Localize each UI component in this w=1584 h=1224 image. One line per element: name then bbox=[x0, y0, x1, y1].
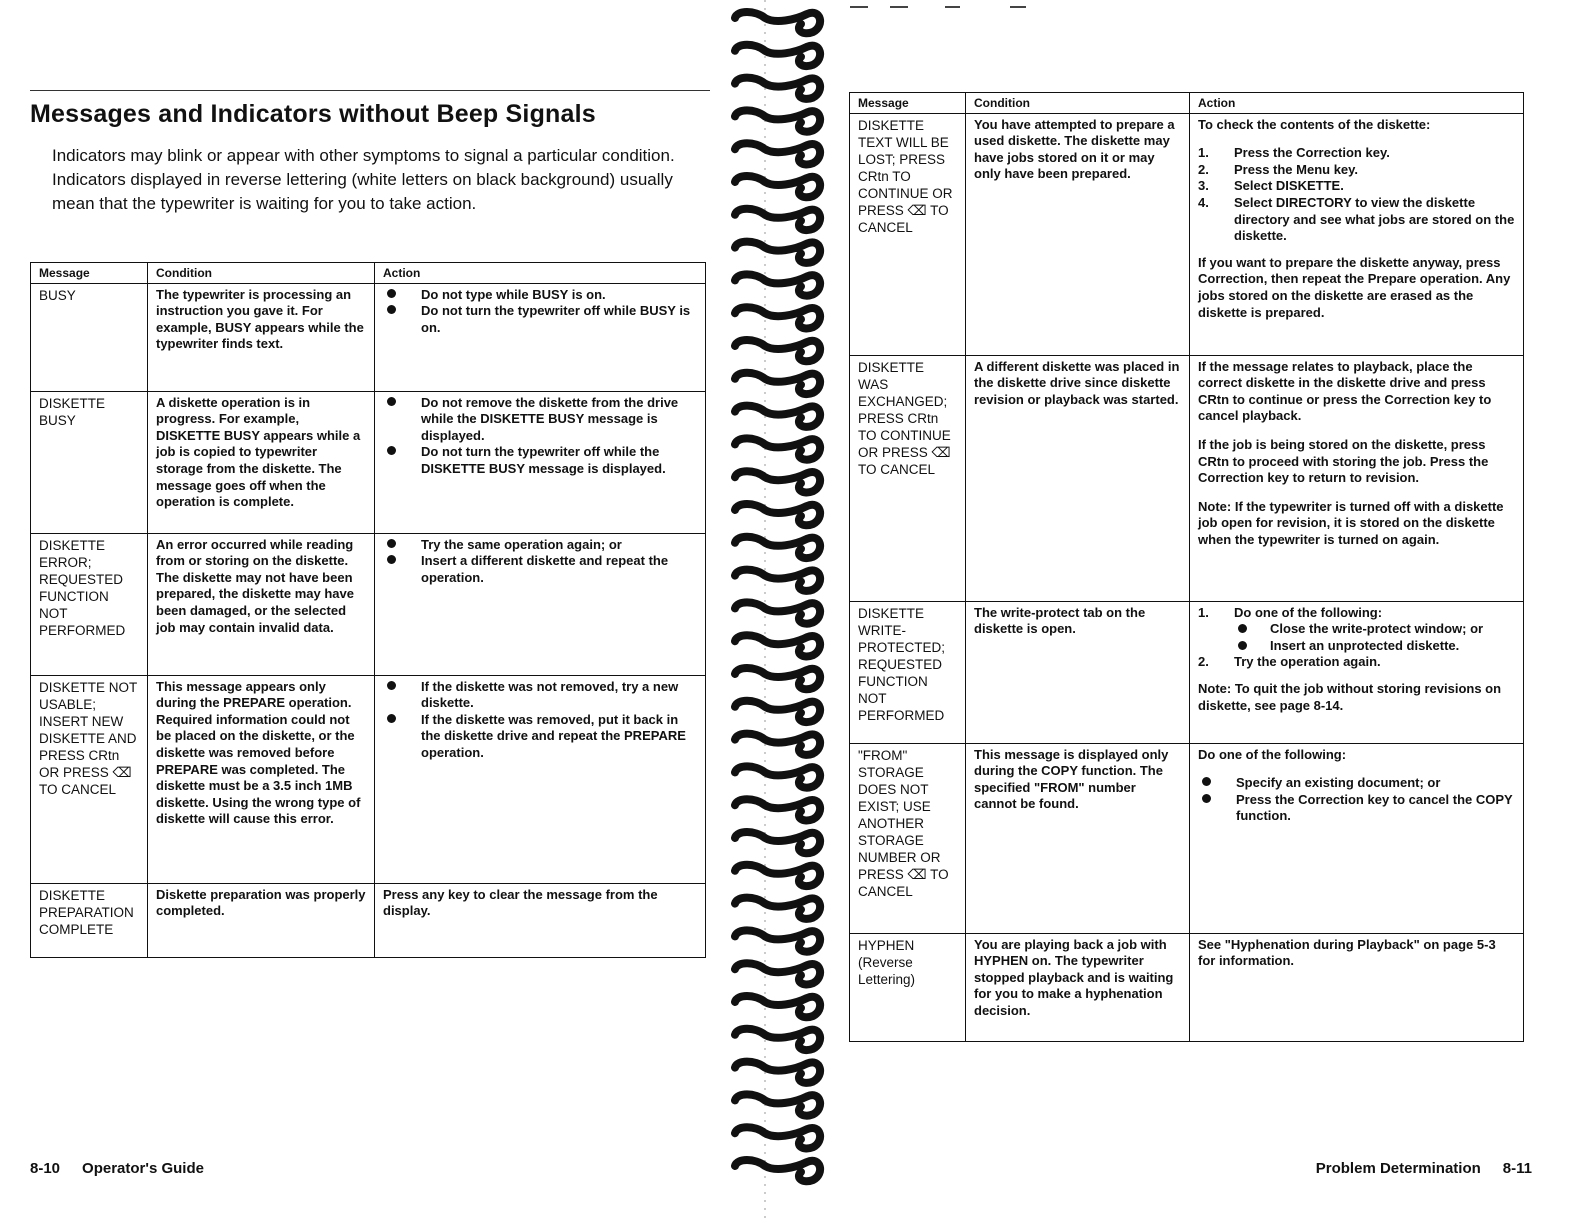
action-paragraph: If the message relates to playback, place the correct diskette in the diskette drive and press CRtn to continue or press the Correction key to cancel playback. bbox=[1198, 358, 1492, 424]
table-row bbox=[31, 391, 706, 533]
table-row bbox=[31, 283, 706, 391]
coil-loop bbox=[735, 78, 820, 99]
coil-loop bbox=[735, 143, 820, 164]
coil-loop bbox=[735, 1127, 820, 1148]
condition-cell: This message appears only during the PREPARE operation. Required information could not be placed on the diskette, or the diskette was removed before PREPARE was completed. The diskette must be a 3.5 inch 1MB diskette. Using the wrong type of diskette will cause this error. bbox=[148, 675, 375, 883]
coil-loop bbox=[735, 45, 820, 66]
coil-loop bbox=[735, 865, 820, 886]
action-cell bbox=[1190, 601, 1524, 743]
bullet-icon bbox=[387, 555, 396, 564]
message-cell: DISKETTE NOT USABLE; INSERT NEW DISKETTE AND PRESS CRtn OR PRESS ⌫ TO CANCEL bbox=[31, 675, 148, 883]
action-step: 2. Try the operation again. bbox=[1198, 654, 1381, 670]
table-row bbox=[31, 675, 706, 883]
coil-loop bbox=[735, 242, 820, 263]
action-intro: Do one of the following: bbox=[1198, 746, 1347, 762]
action-step: 2. Press the Menu key. bbox=[1198, 161, 1359, 177]
bullet-icon bbox=[387, 289, 396, 298]
coil-loop bbox=[735, 734, 820, 755]
coil-loop bbox=[735, 799, 820, 820]
top-rule bbox=[30, 90, 710, 91]
action-bullet: If the diskette was removed, put it back in the diskette drive and repeat the PREPARE operation. bbox=[383, 712, 697, 762]
table-row bbox=[850, 743, 1524, 933]
bullet-icon bbox=[1202, 794, 1211, 803]
header-condition: Condition bbox=[966, 93, 1190, 114]
coil-loop bbox=[735, 1094, 820, 1115]
messages-table-right bbox=[849, 92, 1524, 1042]
action-cell: See "Hyphenation during Playback" on page 5-3 for information. bbox=[1190, 933, 1524, 1041]
sub-bullet: Insert an unprotected diskette. bbox=[1234, 638, 1515, 655]
coil-loop bbox=[735, 504, 820, 525]
condition-cell: The typewriter is processing an instruction you gave it. For example, BUSY appears while the typewriter finds text. bbox=[148, 283, 375, 391]
message-cell: DISKETTE WAS EXCHANGED; PRESS CRtn TO CONTINUE OR PRESS ⌫ TO CANCEL bbox=[850, 355, 966, 601]
action-cell: Press any key to clear the message from the display. bbox=[375, 883, 706, 957]
action-cell bbox=[375, 533, 706, 675]
coil-loop bbox=[735, 438, 820, 459]
action-cell bbox=[1190, 743, 1524, 933]
condition-cell: An error occurred while reading from or storing on the diskette. The diskette may not have been prepared, the diskette may have been damaged, or the selected job may contain invalid data. bbox=[148, 533, 375, 675]
coil-loop bbox=[735, 209, 820, 230]
message-cell: DISKETTE ERROR; REQUESTED FUNCTION NOT PERFORMED bbox=[31, 533, 148, 675]
message-cell: DISKETTE TEXT WILL BE LOST; PRESS CRtn TO CONTINUE OR PRESS ⌫ TO CANCEL bbox=[850, 113, 966, 355]
bullet-icon bbox=[387, 681, 396, 690]
coil-loop bbox=[735, 471, 820, 492]
action-bullet: Do not turn the typewriter off while the DISKETTE BUSY message is displayed. bbox=[383, 444, 697, 477]
action-step: 4. Select DIRECTORY to view the diskette directory and see what jobs are stored on the diskette. bbox=[1198, 194, 1515, 244]
message-cell: HYPHEN (Reverse Lettering) bbox=[850, 933, 966, 1041]
action-bullet: If the diskette was not removed, try a new diskette. bbox=[383, 679, 697, 712]
action-step: 1. Press the Correction key. bbox=[1198, 145, 1390, 161]
binding-coils bbox=[735, 12, 820, 1181]
bullet-icon bbox=[387, 397, 396, 406]
table-row bbox=[850, 355, 1524, 601]
page-number: 8-11 bbox=[1502, 1160, 1532, 1177]
action-cell bbox=[1190, 355, 1524, 601]
table-row bbox=[850, 933, 1524, 1041]
sub-bullets bbox=[1234, 621, 1515, 654]
header-action: Action bbox=[375, 263, 706, 284]
messages-table-left bbox=[30, 262, 706, 958]
condition-cell: You have attempted to prepare a used diskette. The diskette may have jobs stored on it or may only have been prepared. bbox=[966, 113, 1190, 355]
condition-cell: A different diskette was placed in the diskette drive since diskette revision or playback was started. bbox=[966, 355, 1190, 601]
table-row bbox=[850, 601, 1524, 743]
footer-left bbox=[30, 1160, 204, 1177]
coil-loop bbox=[735, 898, 820, 919]
coil-loop bbox=[735, 635, 820, 656]
right-page bbox=[835, 0, 1584, 1224]
condition-cell: This message is displayed only during the COPY function. The specified "FROM" number cannot be found. bbox=[966, 743, 1190, 933]
message-cell: DISKETTE PREPARATION COMPLETE bbox=[31, 883, 148, 957]
coil-loop bbox=[735, 570, 820, 591]
coil-loop bbox=[735, 963, 820, 984]
header-message: Message bbox=[31, 263, 148, 284]
coil-loop bbox=[735, 176, 820, 197]
header-condition: Condition bbox=[148, 263, 375, 284]
action-bullet: Press the Correction key to cancel the COPY function. bbox=[1198, 792, 1515, 825]
bullet-icon bbox=[1202, 777, 1211, 786]
coil-loop bbox=[735, 766, 820, 787]
coil-loop bbox=[735, 1160, 820, 1181]
coil-loop bbox=[735, 110, 820, 131]
coil-loop bbox=[735, 274, 820, 295]
coil-loop bbox=[735, 307, 820, 328]
coil-loop bbox=[735, 537, 820, 558]
action-steps bbox=[1198, 145, 1515, 245]
action-bullet: Specify an existing document; or bbox=[1198, 775, 1515, 792]
coil-loop bbox=[735, 373, 820, 394]
action-bullet: Try the same operation again; or bbox=[383, 537, 697, 554]
bullet-icon bbox=[1238, 641, 1247, 650]
condition-cell: Diskette preparation was properly completed. bbox=[148, 883, 375, 957]
action-note: Note: To quit the job without storing revisions on diskette, see page 8-14. bbox=[1198, 680, 1502, 713]
spiral-binding bbox=[725, 0, 835, 1224]
bullet-icon bbox=[387, 714, 396, 723]
action-cell bbox=[375, 391, 706, 533]
action-bullet: Insert a different diskette and repeat the operation. bbox=[383, 553, 697, 586]
footer-right bbox=[1316, 1160, 1532, 1177]
coil-loop bbox=[735, 832, 820, 853]
condition-cell: You are playing back a job with HYPHEN on. The typewriter stopped playback and is waiting for you to make a hyphenation decision. bbox=[966, 933, 1190, 1041]
message-cell: "FROM" STORAGE DOES NOT EXIST; USE ANOTHER STORAGE NUMBER OR PRESS ⌫ TO CANCEL bbox=[850, 743, 966, 933]
message-cell: DISKETTE BUSY bbox=[31, 391, 148, 533]
table-header-row bbox=[850, 93, 1524, 114]
table-row bbox=[31, 533, 706, 675]
coil-loop bbox=[735, 996, 820, 1017]
sub-bullet: Close the write-protect window; or bbox=[1234, 621, 1515, 638]
action-cell bbox=[1190, 113, 1524, 355]
coil-loop bbox=[735, 701, 820, 722]
intro-paragraph: Indicators may blink or appear with other symptoms to signal a particular condition. Indicators displayed in reverse lettering (white letters on black background) usually mean that the typewriter is waiting for you to take action. bbox=[52, 146, 675, 213]
action-bullet: Do not turn the typewriter off while BUSY is on. bbox=[383, 303, 697, 336]
left-page bbox=[0, 0, 725, 1224]
header-message: Message bbox=[850, 93, 966, 114]
bullet-icon bbox=[387, 539, 396, 548]
action-step: 3. Select DISKETTE. bbox=[1198, 178, 1344, 194]
footer-title: Problem Determination bbox=[1315, 1160, 1481, 1177]
coil-loop bbox=[735, 340, 820, 361]
action-outro: If you want to prepare the diskette anyway, press Correction, then repeat the Prepare operation. Any jobs stored on the diskette are erased as the diskette is prepared. bbox=[1198, 254, 1511, 320]
action-intro: To check the contents of the diskette: bbox=[1198, 116, 1431, 132]
coil-loop bbox=[735, 930, 820, 951]
message-cell: BUSY bbox=[31, 283, 148, 391]
action-note: Note: If the typewriter is turned off with a diskette job open for revision, it is stored on the diskette when the typewriter is turned on again. bbox=[1198, 498, 1504, 547]
action-steps bbox=[1198, 605, 1515, 671]
header-action: Action bbox=[1190, 93, 1524, 114]
table-row bbox=[31, 883, 706, 957]
coil-loop bbox=[735, 406, 820, 427]
page-number: 8-10 bbox=[30, 1160, 61, 1177]
bullet-icon bbox=[387, 446, 396, 455]
action-paragraph: If the job is being stored on the diskette, press CRtn to proceed with storing the job. Press the Correction key to return to revision. bbox=[1198, 436, 1489, 486]
action-bullet: Do not type while BUSY is on. bbox=[383, 287, 697, 304]
condition-cell: A diskette operation is in progress. For example, DISKETTE BUSY appears while a job is copied to typewriter storage from the diskette. The message goes off when the operation is complete. bbox=[148, 391, 375, 533]
condition-cell: The write-protect tab on the diskette is open. bbox=[966, 601, 1190, 743]
action-cell bbox=[375, 283, 706, 391]
action-bullet: Do not remove the diskette from the drive while the DISKETTE BUSY message is displayed. bbox=[383, 395, 697, 445]
table-row bbox=[850, 113, 1524, 355]
footer-title: Operator's Guide bbox=[82, 1160, 204, 1177]
table-header-row bbox=[31, 263, 706, 284]
coil-loop bbox=[735, 12, 820, 33]
section-title: Messages and Indicators without Beep Signals bbox=[30, 100, 596, 128]
bullet-icon bbox=[1238, 624, 1247, 633]
bullet-icon bbox=[387, 305, 396, 314]
message-cell: DISKETTE WRITE-PROTECTED; REQUESTED FUNCTION NOT PERFORMED bbox=[850, 601, 966, 743]
coil-loop bbox=[735, 1029, 820, 1050]
action-step: 1. Do one of the following: Close the write-protect window; or Insert an unprotected diskette. bbox=[1198, 605, 1515, 655]
coil-loop bbox=[735, 1062, 820, 1083]
coil-loop bbox=[735, 668, 820, 689]
coil-loop bbox=[735, 602, 820, 623]
action-cell bbox=[375, 675, 706, 883]
